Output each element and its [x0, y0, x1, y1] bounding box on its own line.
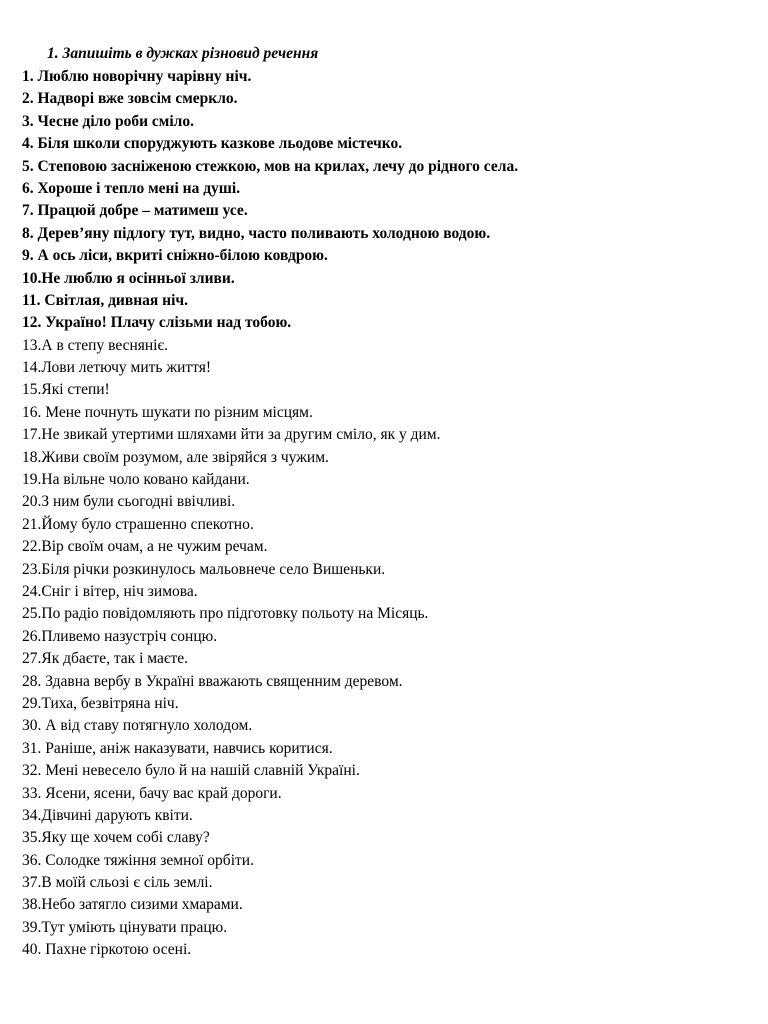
sentence-item: 7. Працюй добре – матимеш усе. — [22, 202, 248, 220]
sentence-item: 36. Солодке тяжіння земної орбіти. — [22, 851, 254, 869]
sentence-item: 9. А ось ліси, вкриті сніжно-білою ковдрою. — [22, 247, 328, 265]
sentence-item: 1. Люблю новорічну чарівну ніч. — [22, 68, 252, 85]
sentence-item: 39.Тут уміють цінувати працю. — [22, 918, 228, 936]
sentence-item: 35.Яку ще хочем собі славу? — [22, 829, 210, 847]
sentence-item: 12. Україно! Плачу слізьми над тобою. — [22, 314, 292, 332]
sentence-item: 19.На вільне чоло ковано кайдани. — [22, 471, 250, 489]
sentence-item: 8. Дерев’яну підлогу тут, видно, часто поливають холодною водою. — [22, 224, 491, 242]
sentence-item: 32. Мені невесело було й на нашій славній Україні. — [22, 762, 360, 780]
sentence-item: 13.А в степу весняніє. — [22, 336, 169, 354]
sentence-item: 11. Світлая, дивная ніч. — [22, 291, 189, 309]
sentence-item: 24.Сніг і вітер, ніч зимова. — [22, 582, 198, 600]
sentence-item: 2. Надворі вже зовсім смеркло. — [22, 90, 238, 108]
sentence-item: 33. Ясени, ясени, бачу вас край дороги. — [22, 784, 282, 802]
sentence-item: 21.Йому було страшенно спекотно. — [22, 515, 254, 533]
sentence-item: 37.В моїй сльозі є сіль землі. — [22, 874, 213, 892]
sentence-item: 34.Дівчині дарують квіти. — [22, 806, 193, 824]
sentence-item: 3. Чесне діло роби сміло. — [22, 112, 194, 130]
sentence-item: 23.Біля річки розкинулось мальовнече село Вишеньки. — [22, 560, 386, 578]
sentence-item: 17.Не звикай утертими шляхами йти за другим сміло, як у дим. — [22, 426, 441, 444]
sentence-item: 28. Здавна вербу в Україні вважають священним деревом. — [22, 672, 403, 690]
sentence-item: 30. А від ставу потягнуло холодом. — [22, 717, 253, 735]
sentence-item: 6. Хороше і тепло мені на душі. — [22, 179, 241, 197]
sentence-item: 22.Вір своїм очам, а не чужим речам. — [22, 538, 268, 556]
sentence-item: 16. Мене почнуть шукати по різним місцям. — [22, 403, 313, 421]
sentence-item: 40. Пахне гіркотою осені. — [22, 941, 192, 959]
sentence-item: 18.Живи своїм розумом, але звіряйся з чужим. — [22, 448, 329, 466]
sentence-item: 29.Тиха, безвітряна ніч. — [22, 694, 179, 712]
sentence-item: 20.З ним були сьогодні ввічливі. — [22, 493, 236, 511]
sentence-item: 5. Степовою засніженою стежкою, мов на крилах, лечу до рідного села. — [22, 157, 519, 175]
sentence-item: 31. Раніше, аніж наказувати, навчись коритися. — [22, 739, 333, 757]
sentence-item: 27.Як дбаєте, так і маєте. — [22, 650, 189, 668]
sentence-item: 10.Не люблю я осінньої зливи. — [22, 269, 235, 287]
sentence-item: 14.Лови летючу мить життя! — [22, 359, 211, 377]
sentence-item: 38.Небо затягло сизими хмарами. — [22, 896, 243, 914]
sentence-list — [22, 66, 752, 962]
sentence-item: 4. Біля школи споруджують казкове льодове містечко. — [22, 135, 403, 153]
document-page — [22, 44, 752, 962]
sentence-item: 26.Пливемо назустріч сонцю. — [22, 627, 218, 645]
sentence-item: 15.Які степи! — [22, 381, 110, 399]
sentence-item: 25.По радіо повідомляють про підготовку польоту на Місяць. — [22, 605, 429, 623]
exercise-title: 1. Запишіть в дужках різновид речення — [47, 45, 319, 62]
